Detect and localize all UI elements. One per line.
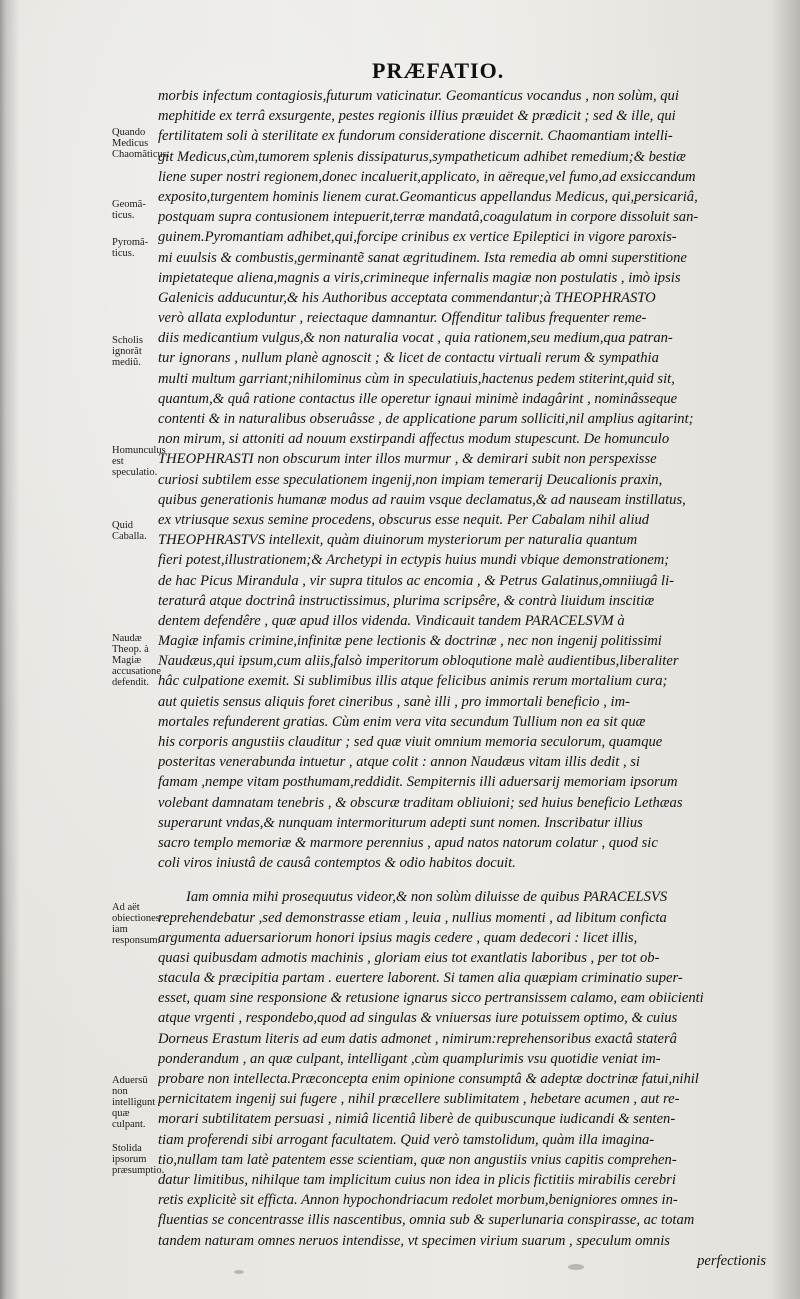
text-line: THEOPHRASTI non obscurum inter illos murmur , & demirari subit non perspexisse: [158, 451, 657, 468]
text-line: guinem.Pyromantiam adhibet,qui,forcipe crinibus ex vertice Epileptici in vigore paroxis-: [158, 229, 677, 246]
text-line: git Medicus,cùm,tumorem splenis dissipaturus,sympatheticum adhibet remedium;& bestiæ: [158, 148, 686, 165]
text-line: fieri potest,illustrationem;& Archetypi in ectypis huius mundi vbique demonstrationem;: [158, 552, 670, 569]
text-line: pernicitatem ingenij sui fugere , nihil præcellere sublimitatem , hebetare acumen , aut re-: [158, 1091, 680, 1108]
text-line: posteritas venerabunda intuetur , atque colit : annon Naudæus vitam illis dedit , si: [158, 754, 640, 771]
text-line: Iam omnia mihi prosequutus videor,& non solùm diluisse de quibus PARACELSVS: [186, 889, 668, 906]
text-line: Galenicis adducuntur,& his Authoribus acceptata commendantur;à THEOPHRASTO: [158, 289, 656, 306]
text-line: mortales refunderent gratias. Cùm enim vera vita secundum Tullium non ea sit quæ: [158, 713, 646, 730]
text-line: tio,nullam tam latè patentem esse scientiam, quæ non angustiis vnius capitis comprehen-: [158, 1151, 677, 1168]
margin-note: Aduersũ non intelligunt quæ culpant.: [112, 1075, 156, 1130]
text-line: morari subtilitatem persuasi , nimiâ licentiâ liberè de quibuscunque iudicandi & senten-: [158, 1111, 676, 1128]
margin-note: Ad aët obiectiones iam responsum.: [112, 902, 161, 946]
text-line: fertilitatem soli à sterilitate ex fundorum consideratione discernit. Chaomantiam intelli-: [158, 128, 673, 145]
ink-smudge: [568, 1264, 584, 1270]
text-line: Dorneus Erastum literis ad eum datis admonet , nimirum:reprehensoribus exactâ staterâ: [158, 1030, 677, 1047]
text-line: non mirum, si attoniti ad nouum exstirpandi affectus modum stupescunt. De homunculo: [158, 431, 670, 448]
text-line: diis medicantium vulgus,& non naturalia vocat , quia rationem,seu medium,qua patran-: [158, 330, 673, 347]
ink-smudge: [234, 1270, 244, 1274]
text-line: verò allata exploduntur , reiectaque damnantur. Offenditur talibus frequenter reme-: [158, 310, 647, 327]
text-line: quasi quibusdam admotis machinis , gloriam eius tot exantlatis laboribus , per tot ob-: [158, 949, 660, 966]
text-line: dentem defendêre , quæ apud illos videnda. Vindicauit tandem PARACELSVM à: [158, 612, 625, 629]
text-line: mi euulsis & combustis,germinantẽ sanat ægritudinem. Ista remedia ab omni superstitione: [158, 249, 687, 266]
margin-note: Homunculus est speculatio.: [112, 445, 166, 478]
text-line: impietateque aliena,magnis a viris,crimineque infernalis magiæ non postulatis , imò ipsis: [158, 269, 681, 286]
text-line: atque vrgenti , respondebo,quod ad singulas & vniuersas iure potuissem optimo, & cuius: [158, 1010, 678, 1027]
text-line: liene super nostri regionem,donec incaluerit,applicato, in aëreque,vel fumo,ad exsiccandum: [158, 168, 696, 185]
text-line: sacro templo memoriæ & marmore perennius , apud natos natorum colatur , quod sic: [158, 834, 658, 851]
body-text: [158, 86, 766, 1271]
text-line: multi multum garriant;nihilominus cùm in speculatiuis,hactenus pedem stiterint,quid sit,: [158, 370, 675, 387]
text-line: ex vtriusque sexus semine procedens, obscurus esse nequit. Per Cabalam nihil aliud: [158, 511, 650, 528]
text-line: teraturâ atque doctrinâ instructissimus, plurima scripsêre, & contrà liuidum inscitiæ: [158, 592, 655, 609]
text-line: mephitide ex terrâ exsurgente, pestes regionis illius præuidet & prædicit ; sed & ille, qui: [158, 108, 676, 125]
text-line: retis explicitè sit efficta. Annon hypochondriacum redolet morbum,benigniores omnes in-: [158, 1192, 678, 1209]
text-line: reprehendebatur ,sed demonstrasse etiam , leuia , nullius momenti , ad libitum conficta: [158, 909, 667, 926]
text-line: postquam supra contusionem intepuerit,terræ mandatâ,coagulatum in corpore dissoluit san-: [158, 209, 699, 226]
text-line: his corporis angustiis clauditur ; sed quæ viuit omnium memoria seculorum, quamque: [158, 734, 663, 750]
text-line: contenti & in naturalibus obseruâsse , de applicatione parum solliciti,nil amplius agitarint;: [158, 411, 694, 427]
margin-note: Pyromã-ticus.: [112, 237, 149, 259]
text-line: ponderandum , an quæ culpant, intelligant ,cùm quamplurimis vsu quotidie veniat im-: [158, 1050, 661, 1067]
text-line: exposito,turgentem hominis lienem curat.Geomanticus appellandus Medicus, qui,persicariâ,: [158, 188, 698, 205]
text-line: argumenta aduersariorum honori ipsius magis cedere , quam dedecori : licet illis,: [158, 929, 638, 946]
margin-note: Scholis ignorãt mediũ.: [112, 335, 143, 368]
text-line: datur limitibus, nihilque tam implicitum cuius non idea in plicis fictitiis mirabilis cerebri: [158, 1171, 676, 1188]
margin-note: Quid Caballa.: [112, 520, 147, 542]
text-line: Magiæ infamis crimine,infinitæ pene lectionis & doctrinæ , nec non ingenij politissimi: [158, 633, 662, 650]
text-line: stacula & præcipitia partam . euertere laborent. Si tamen alia quæpiam criminatio super-: [158, 970, 683, 987]
paragraph-gap: [158, 873, 766, 887]
text-line: probare non intellecta.Præconcepta enim opinione consumptâ & adeptæ doctrinæ fatui,nihil: [158, 1071, 699, 1087]
text-line: morbis infectum contagiosis,futurum vaticinatur. Geomanticus vocandus , non solùm, qui: [158, 88, 679, 104]
text-line: famam ,nempe vitam posthumam,reddidit. Sempiternis illi aduersarij memoriam ipsorum: [158, 774, 678, 791]
text-line: Naudæus,qui ipsum,cum aliis,falsò imperitorum obloqutione malè audientibus,liberaliter: [158, 653, 679, 670]
text-line: esset, quam sine responsione & retusione ignarus sicco pertransissem calamo, eam obiicienti: [158, 990, 704, 1007]
page-title: PRÆFATIO.: [372, 58, 505, 83]
text-line: superarunt vndas,& nunquam intermoriturum adepti sunt nomen. Inscribatur illius: [158, 814, 643, 831]
text-line: volebant damnatam tenebris , & obscuræ traditam obliuioni; sed huius beneficio Lethæas: [158, 794, 683, 811]
text-line: hâc culpatione exemit. Si sublimibus illis atque felicibus animis rerum mortalium cura;: [158, 673, 668, 690]
text-line: coli viros iniustâ de causâ contemptos & odio habitos docuit.: [158, 855, 516, 872]
text-line: curiosi subtilem esse speculationem ingenij,non impiam temerarij Deucalionis praxin,: [158, 471, 663, 488]
margin-note: Quando Medicus Chaomãticus.: [112, 127, 170, 160]
text-line: aut quietis sensus aliquis foret cineribus , sanè illi , pro immortali beneficio , im-: [158, 693, 630, 710]
text-line: fluentias se concentrasse illis nascentibus, omnia sub & superlunaria conspirasse, ac totam: [158, 1212, 695, 1229]
text-line: THEOPHRASTVS intellexit, quàm diuinorum mysteriorum per naturalia quantum: [158, 532, 638, 549]
text-line: quibus generationis humanæ modus ad rauim vsque declamatus,& ad nauseam instillatus,: [158, 491, 686, 508]
text-line: perfectionis: [697, 1252, 766, 1269]
text-line: quantum,& quâ ratione contactus ille operetur ignaui minimè indagârint , nominâsseque: [158, 390, 678, 407]
text-line: tiam proferendi sibi arrogant facultatem. Quid verò tamstolidum, quàm illa imagina-: [158, 1131, 655, 1148]
margin-note: Naudæ Theop. à Magiæ accusatione defendit.: [112, 633, 161, 688]
text-line: tur ignorans , nullum planè agnoscit ; & licet de contactu virtuali rerum & sympathia: [158, 350, 659, 367]
text-line: de hac Picus Mirandula , vir supra titulos ac encomia , & Petrus Galatinus,omniiugâ li-: [158, 572, 675, 589]
margin-note: Stolida ipsorum præsumptio.: [112, 1143, 165, 1176]
margin-note: Geomã-ticus.: [112, 199, 146, 221]
text-line: tandem naturam omnes neruos intendisse, vt specimen virium suarum , speculum omnis: [158, 1232, 670, 1249]
